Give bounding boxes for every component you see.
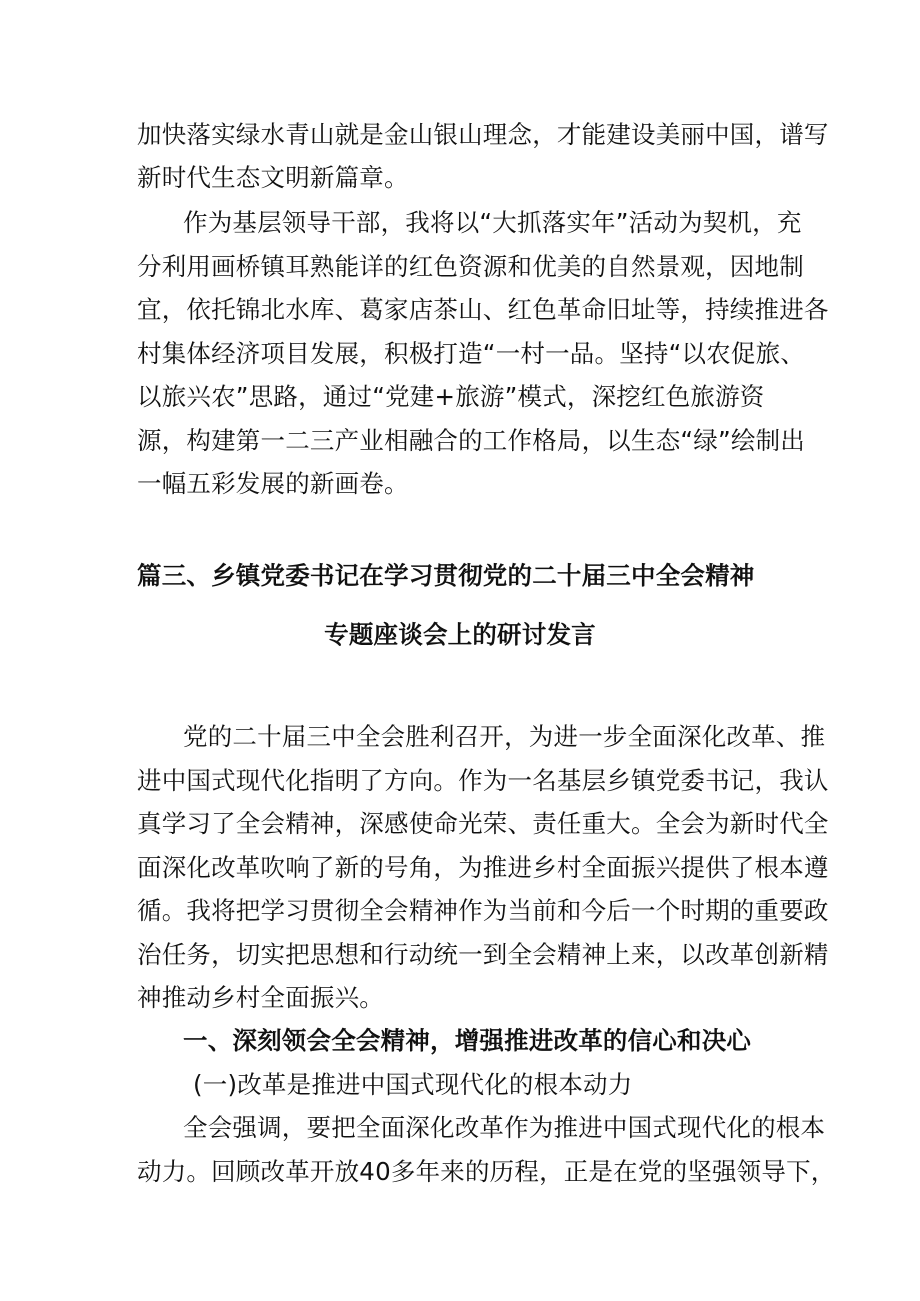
text-line: 分利用画桥镇耳熟能详的红色资源和优美的自然景观，因地制 — [137, 252, 804, 281]
text-line: 面深化改革吹响了新的号角，为推进乡村全面振兴提供了根本遵 — [137, 853, 829, 882]
text-line: 神推动乡村全面振兴。 — [137, 983, 384, 1012]
heading-1: 一、深刻领会全会精神，增强推进改革的信心和决心 — [183, 1026, 752, 1055]
text-line: 宜，依托锦北水库、葛家店茶山、红色革命旧址等，持续推进各 — [137, 295, 829, 324]
text-line: 村集体经济项目发展，积极打造“一村一品。坚持“以农促旅、 — [137, 339, 805, 368]
text-line: 以旅兴农”思路，通过“党建+旅游”模式，深挖红色旅游资 — [137, 382, 765, 411]
text-line: 全会强调，要把全面深化改革作为推进中国式现代化的根本 — [183, 1113, 826, 1142]
text-line: 作为基层领导干部，我将以“大抓落实年”活动为契机，充 — [183, 208, 802, 237]
subheading-1: (一)改革是推进中国式现代化的根本动力 — [193, 1070, 633, 1099]
text-line: 加快落实绿水青山就是金山银山理念，才能建设美丽中国，谱写 — [137, 120, 829, 149]
text-line: 治任务，切实把思想和行动统一到全会精神上来，以改革创新精 — [137, 940, 829, 969]
text-line: 一幅五彩发展的新画卷。 — [137, 469, 409, 498]
text-line: 动力。回顾改革开放40多年来的历程，正是在党的坚强领导下， — [137, 1157, 836, 1186]
section-title-line-2: 专题座谈会上的研讨发言 — [324, 620, 596, 649]
text-line: 真学习了全会精神，深感使命光荣、责任重大。全会为新时代全 — [137, 809, 829, 838]
text-line: 循。我将把学习贯彻全会精神作为当前和今后一个时期的重要政 — [137, 896, 829, 925]
text-line: 党的二十届三中全会胜利召开，为进一步全面深化改革、推 — [183, 722, 826, 751]
text-line: 源，构建第一二三产业相融合的工作格局，以生态“绿”绘制出 — [137, 426, 805, 455]
text-line: 新时代生态文明新篇章。 — [137, 163, 409, 192]
section-title-line-1: 篇三、乡镇党委书记在学习贯彻党的二十届三中全会精神 — [137, 561, 755, 590]
text-line: 进中国式现代化指明了方向。作为一名基层乡镇党委书记，我认 — [137, 766, 829, 795]
